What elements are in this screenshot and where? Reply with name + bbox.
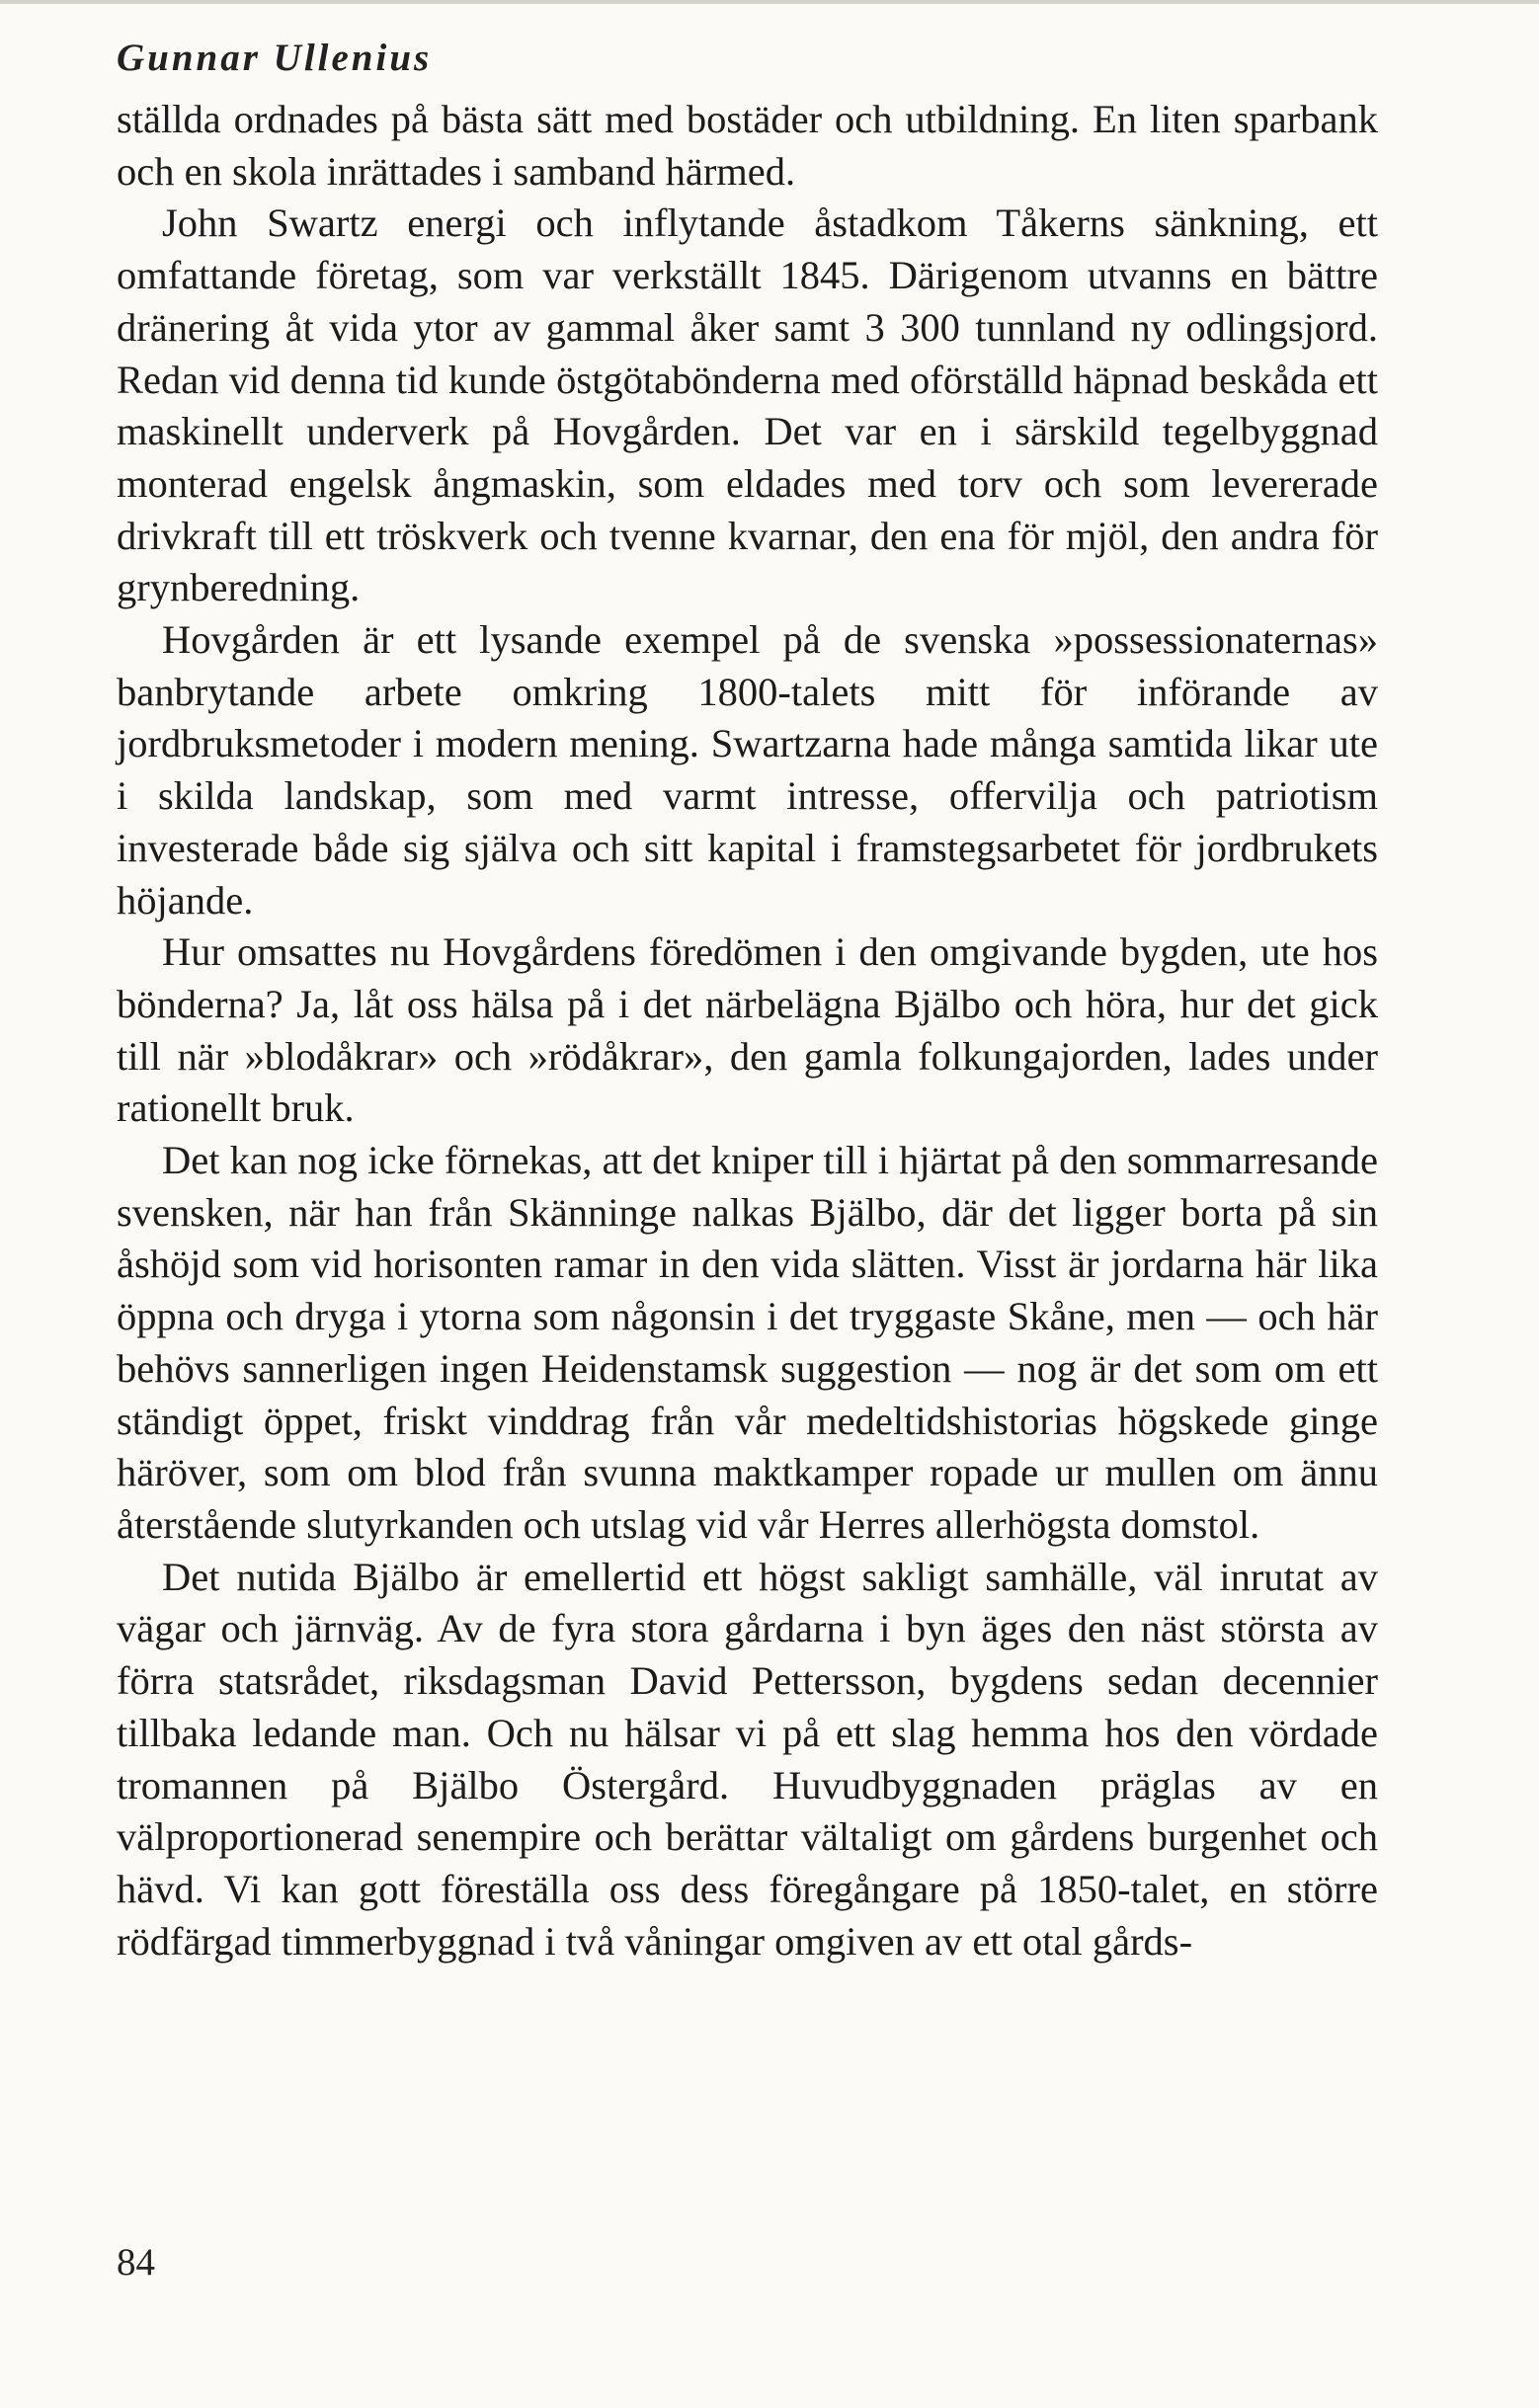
paragraph: ställda ordnades på bästa sätt med bostäder och utbildning. En liten sparbank och en skola inrättades i samband härmed. — [117, 97, 1378, 194]
paragraph: John Swartz energi och inflytande åstadkom Tåkerns sänkning, ett omfattande företag, som var verkställt 1845. Därigenom utvanns en bättre dränering åt vida ytor av gammal åker samt 3 300 tunnland ny odlingsjord. Redan vid denna tid kunde östgötabönderna med oförställd häpnad beskåda ett maskinellt underverk på Hovgården. Det var en i särskild tegelbyggnad monterad engelsk ångmaskin, som eldades med torv och som levererade drivkraft till ett tröskverk och tvenne kvarnar, den ena för mjöl, den andra för grynberedning. — [117, 201, 1378, 610]
page-top-edge — [0, 0, 1539, 4]
paragraph: Det kan nog icke förnekas, att det kniper till i hjärtat på den sommarresande svensken, när han från Skänninge nalkas Bjälbo, där det ligger borta på sin åshöjd som vid horisonten ramar in den vida slätten. Visst är jordarna här lika öppna och dryga i ytorna som någonsin i det tryggaste Skåne, men — och här behövs sannerligen ingen Heidenstamsk suggestion — nog är det som om ett ständigt öppet, friskt vinddrag från vår medeltidshistorias högskede ginge häröver, som om blod från svunna maktkamper ropade ur mullen om ännu återstående slutyrkanden och utslag vid vår Herres allerhögsta domstol. — [117, 1138, 1378, 1547]
running-head-author: Gunnar Ullenius — [117, 37, 433, 79]
page-number: 84 — [117, 2241, 155, 2284]
paragraph: Hur omsattes nu Hovgårdens föredömen i den omgivande bygden, ute hos bönderna? Ja, låt oss hälsa på i det närbelägna Bjälbo och höra, hur det gick till när »blodåkrar» och »rödåkrar», den gamla folkungajorden, lades under rationellt bruk. — [117, 929, 1378, 1131]
paragraph: Hovgården är ett lysande exempel på de svenska »possessionaternas» banbrytande arbete omkring 1800-talets mitt för införande av jordbruksmetoder i modern mening. Swartzarna hade många samtida likar ute i skilda landskap, som med varmt intresse, offervilja och patriotism investerade både sig själva och sitt kapital i framstegsarbetet för jordbrukets höjande. — [117, 617, 1378, 923]
paragraph: Det nutida Bjälbo är emellertid ett högst sakligt samhälle, väl inrutat av vägar och järnväg. Av de fyra stora gårdarna i byn äges den näst största av förra statsrådet, riksdagsman David Pettersson, bygdens sedan decennier tillbaka ledande man. Och nu hälsar vi på ett slag hemma hos den vördade tromannen på Bjälbo Östergård. Huvudbyggnaden präglas av en välproportionerad senempire och berättar vältaligt om gårdens burgenhet och hävd. Vi kan gott föreställa oss dess föregångare på 1850-talet, en större rödfärgad timmerbyggnad i två våningar omgiven av ett otal gårds- — [117, 1554, 1378, 1964]
body-text — [117, 94, 1378, 1967]
